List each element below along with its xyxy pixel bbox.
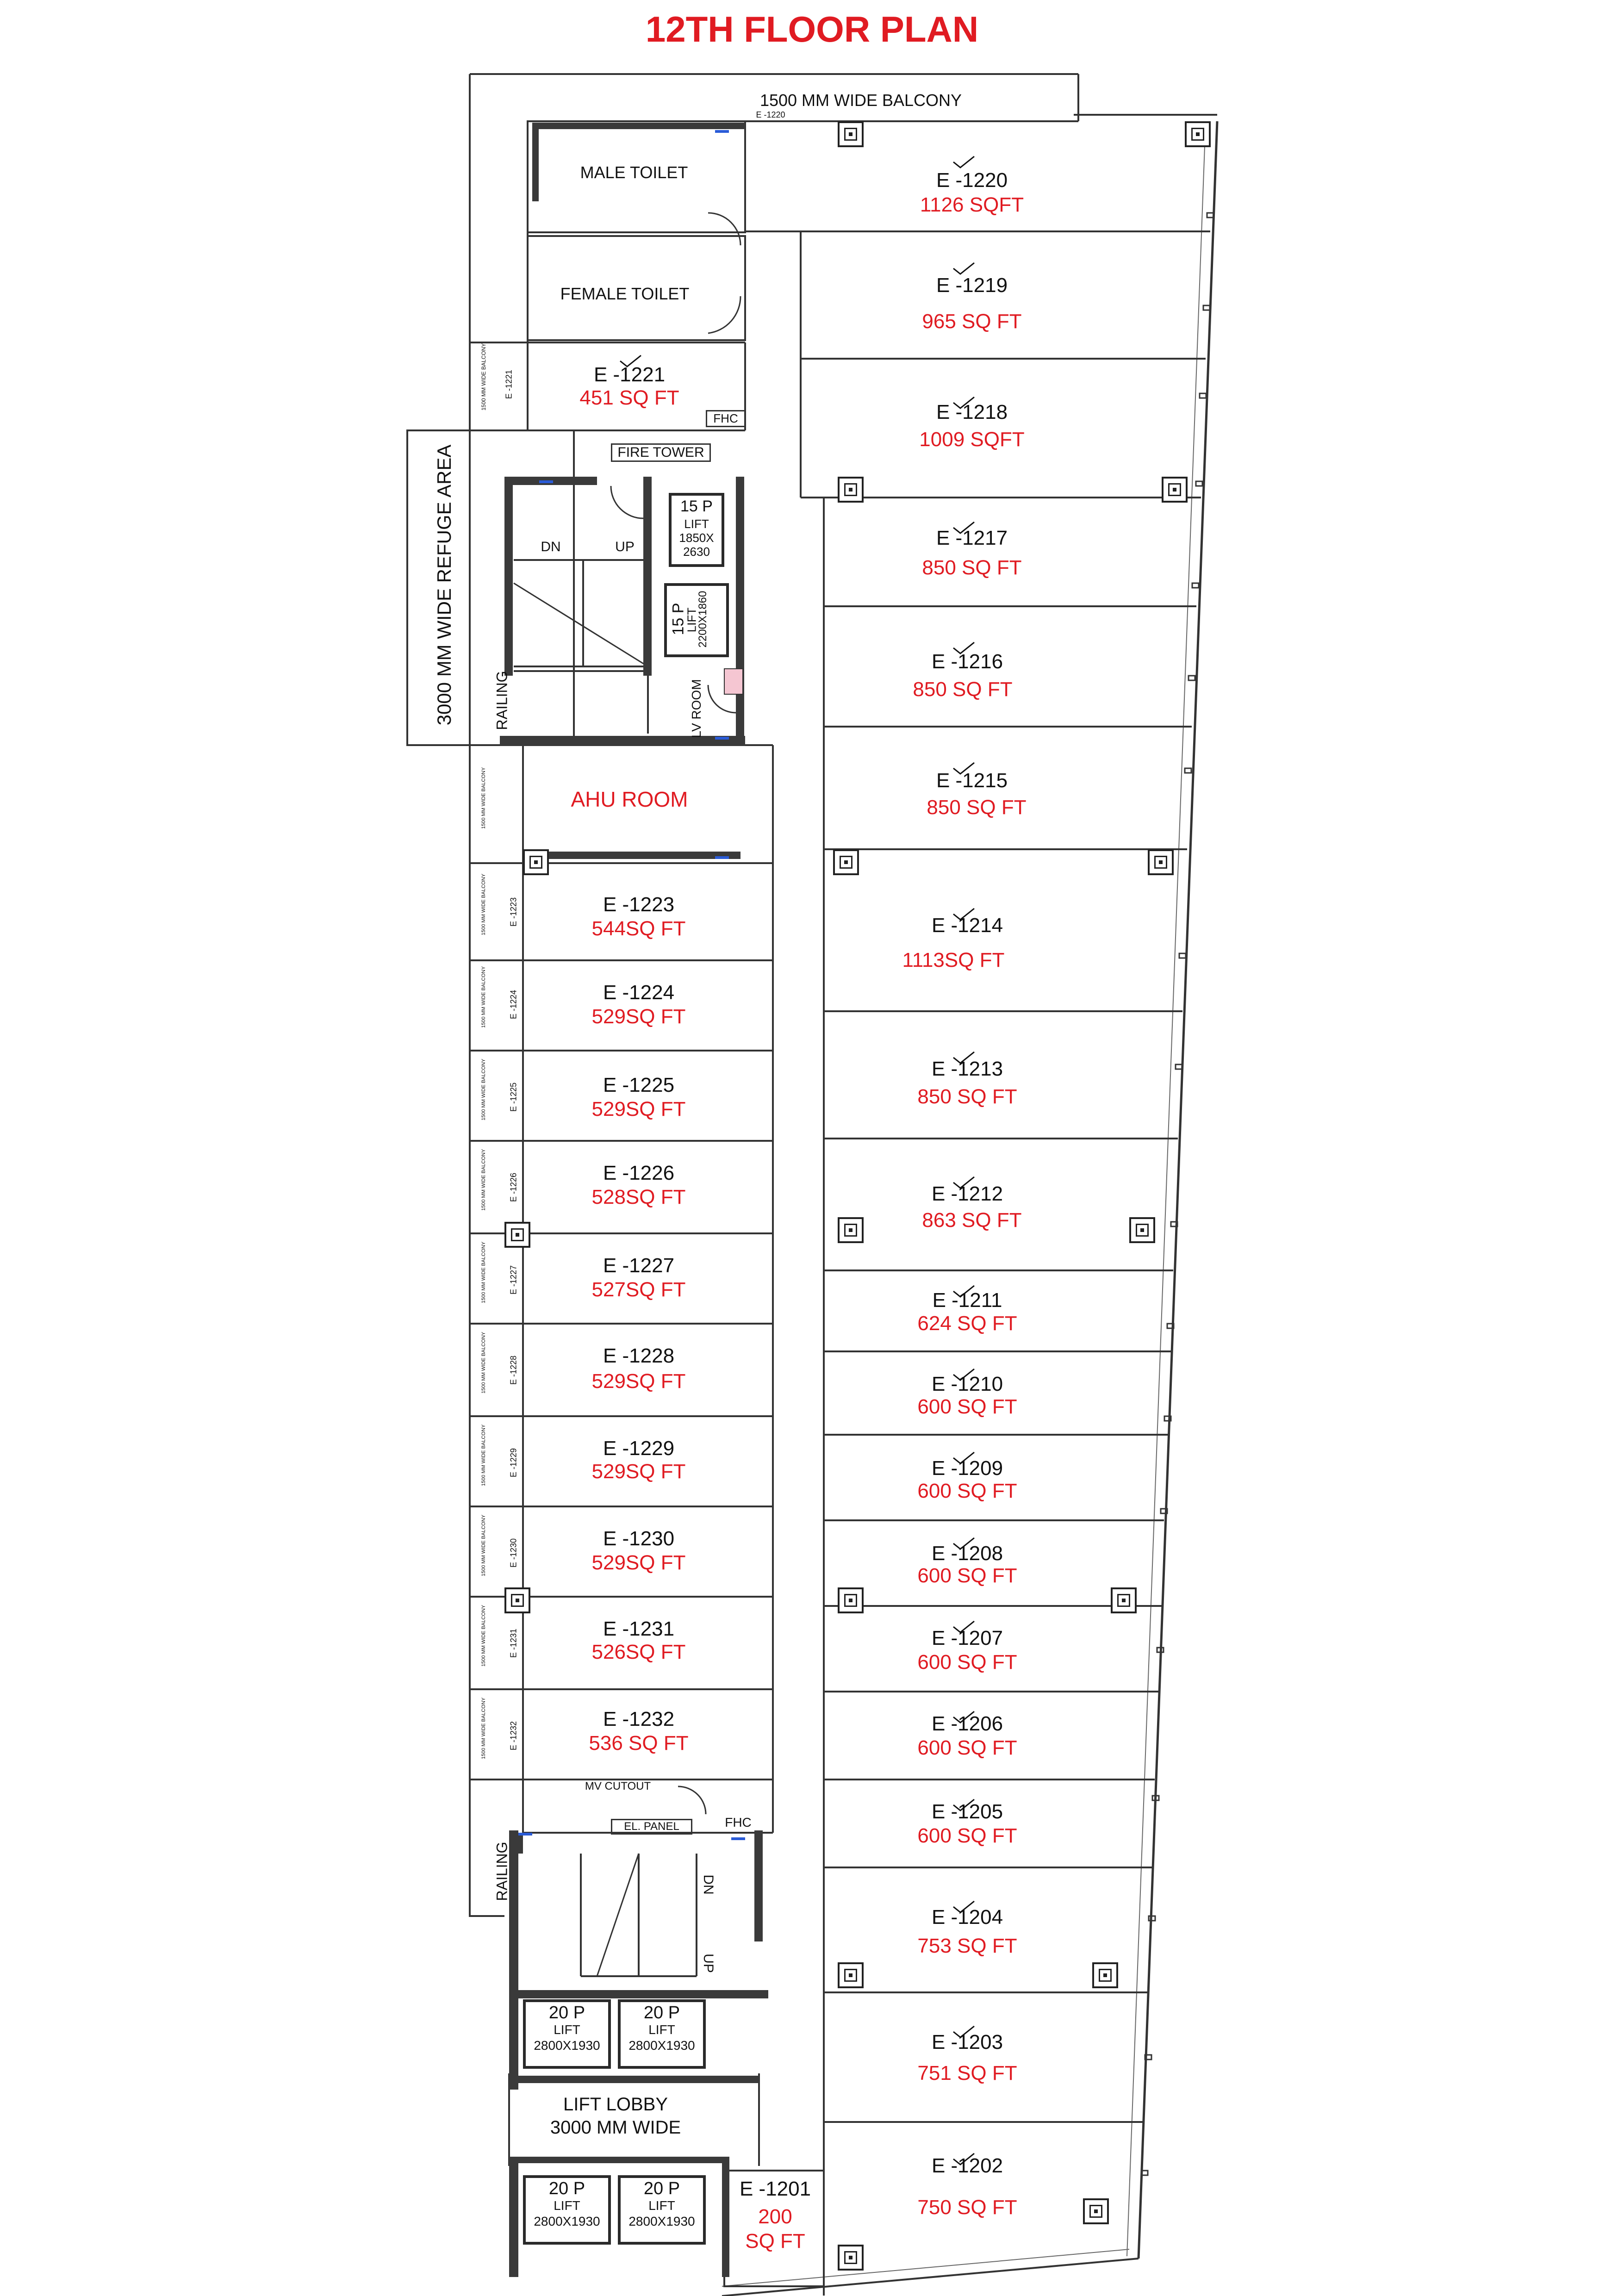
lift-capacity: 15 P (680, 498, 713, 515)
top-balcony-label: 1500 MM WIDE BALCONY (759, 91, 962, 110)
side-balcony-label: 1500 MM WIDE BALCONY (481, 1605, 486, 1667)
side-balcony-label: 1500 MM WIDE BALCONY (481, 966, 486, 1028)
side-balcony-tag: E -1223 (509, 897, 518, 927)
side-balcony-label: 1500 MM WIDE BALCONY (481, 1424, 486, 1486)
lift-capacity: 20 P (643, 2003, 680, 2022)
unit-name: E -1232 (603, 1708, 675, 1730)
stair-up-label: UP (615, 539, 635, 554)
column-icon (1148, 849, 1174, 875)
refuge-area-label: 3000 MM WIDE REFUGE AREA (433, 444, 455, 726)
side-balcony-tag: E -1229 (509, 1448, 518, 1478)
unit-area: 850 SQ FT (927, 796, 1027, 819)
lift-a (669, 493, 724, 567)
unit-name: E -1223 (603, 893, 675, 916)
column-icon (1185, 121, 1211, 147)
unit-area: 529SQ FT (591, 1005, 686, 1028)
lift-f (618, 2175, 706, 2245)
unit-name: E -1220 (936, 169, 1008, 192)
lift-label: LIFT (554, 2022, 580, 2037)
lift-label: LIFT (648, 2022, 675, 2037)
column-icon (1083, 2198, 1109, 2224)
unit-area: 600 SQ FT (917, 1395, 1017, 1418)
fhc-label: FHC (706, 410, 746, 427)
column-icon (523, 849, 549, 875)
unit-area: 200 (758, 2205, 792, 2228)
lift-capacity: 20 P (548, 2179, 585, 2198)
unit-area: 451 SQ FT (579, 386, 679, 409)
unit-name: E -1214 (931, 914, 1003, 937)
unit-name: E -1210 (931, 1373, 1003, 1395)
unit-area: 529SQ FT (591, 1370, 686, 1393)
unit-area: 850 SQ FT (913, 678, 1013, 701)
column-icon (838, 1217, 864, 1243)
unit-area: 529SQ FT (591, 1098, 686, 1120)
side-balcony-label: 1500 MM WIDE BALCONY (481, 1697, 486, 1759)
column-icon (838, 1587, 864, 1613)
lift-capacity: 15 P (669, 603, 687, 635)
unit-name: E -1208 (931, 1542, 1003, 1565)
side-balcony-tag: E -1226 (509, 1172, 518, 1202)
unit-area: 850 SQ FT (917, 1085, 1017, 1108)
stair-up-label: UP (701, 1954, 716, 1973)
side-balcony-label: 1500 MM WIDE BALCONY (481, 1058, 486, 1120)
side-balcony-label: 1500 MM WIDE BALCONY (481, 1149, 486, 1211)
lift-label: LIFT (648, 2198, 675, 2213)
lift-e (523, 2175, 611, 2245)
side-balcony-tag: E -1228 (509, 1355, 518, 1385)
unit-area: 600 SQ FT (917, 1564, 1017, 1587)
side-balcony-label: 1500 MM WIDE BALCONY (481, 1241, 486, 1303)
side-balcony-label: 1500 MM WIDE BALCONY (481, 1332, 486, 1394)
lift-lobby-label: LIFT LOBBY (563, 2094, 668, 2115)
unit-area: 536 SQ FT (589, 1732, 689, 1755)
fire-tower-label: FIRE TOWER (611, 443, 711, 462)
column-icon (1129, 1217, 1155, 1243)
unit-area: 624 SQ FT (917, 1312, 1017, 1335)
unit-name: E -1203 (931, 2031, 1003, 2053)
side-balcony-label: 1500 MM WIDE BALCONY (481, 873, 486, 935)
unit-name: E -1211 (932, 1289, 1002, 1312)
unit-name: E -1228 (603, 1344, 675, 1367)
side-balcony-label: 1500 MM WIDE BALCONY (480, 343, 487, 411)
column-icon (838, 477, 864, 503)
unit-name: E -1205 (931, 1800, 1003, 1823)
unit-area: 1113SQ FT (902, 949, 1005, 971)
page-title: 12TH FLOOR PLAN (645, 9, 979, 50)
unit-area: 526SQ FT (591, 1641, 686, 1663)
column-icon (838, 121, 864, 147)
unit-area: 600 SQ FT (917, 1651, 1017, 1674)
side-balcony-tag: E -1232 (509, 1721, 518, 1751)
unit-name: E -1202 (931, 2154, 1003, 2177)
unit-name: E -1226 (603, 1162, 675, 1184)
side-balcony-tag: E -1227 (509, 1265, 518, 1295)
side-balcony-tag: E -1231 (509, 1628, 518, 1658)
column-icon (838, 2245, 864, 2271)
unit-name: E -1207 (931, 1627, 1003, 1649)
ahu-room-label: AHU ROOM (571, 787, 688, 811)
lift-size: 1850X (679, 531, 714, 545)
column-icon (838, 1962, 864, 1988)
unit-area: 750 SQ FT (917, 2196, 1017, 2219)
unit-name: E -1215 (936, 769, 1008, 792)
lift-label: LIFT (684, 517, 709, 531)
unit-area: 529SQ FT (591, 1460, 686, 1483)
unit-name: E -1229 (603, 1437, 675, 1460)
unit-name: E -1209 (931, 1457, 1003, 1480)
column-icon (1111, 1587, 1137, 1613)
unit-name: E -1218 (936, 401, 1008, 423)
lift-d (618, 1999, 706, 2069)
column-icon (1162, 477, 1188, 503)
lift-size: 2630 (683, 545, 710, 559)
unit-area: 600 SQ FT (917, 1480, 1017, 1502)
lift-c (523, 1999, 611, 2069)
side-balcony-label: 1500 MM WIDE BALCONY (481, 1514, 486, 1576)
lift-label: LIFT (684, 607, 699, 633)
unit-area: SQ FT (745, 2230, 805, 2252)
unit-area: 1126 SQFT (920, 193, 1024, 216)
unit-name: E -1221 (593, 363, 666, 386)
lift-b (664, 583, 729, 657)
unit-name: E -1212 (931, 1182, 1003, 1205)
stair-dn-label: DN (701, 1874, 716, 1895)
lift-capacity: 20 P (643, 2179, 680, 2198)
unit-area: 600 SQ FT (917, 1824, 1017, 1847)
unit-area: 529SQ FT (591, 1551, 686, 1574)
stair-dn-label: DN (541, 539, 561, 554)
unit-area: 751 SQ FT (917, 2062, 1017, 2084)
lift-size: 2200X1860 (697, 591, 709, 648)
lift-label: LIFT (554, 2198, 580, 2213)
unit-name: E -1227 (603, 1254, 675, 1277)
unit-area: 753 SQ FT (917, 1935, 1017, 1957)
female-toilet-label: FEMALE TOILET (560, 284, 690, 303)
lift-size: 2800X1930 (534, 2038, 600, 2053)
unit-area: 600 SQ FT (917, 1736, 1017, 1759)
unit-name: E -1204 (931, 1906, 1003, 1929)
fhc-label: FHC (725, 1815, 752, 1829)
unit-name: E -1219 (936, 274, 1008, 297)
side-balcony-tag: E -1224 (509, 989, 518, 1020)
unit-name: E -1225 (603, 1074, 675, 1096)
column-icon (504, 1222, 530, 1248)
lift-size: 2800X1930 (534, 2214, 600, 2228)
side-balcony-tag: E -1221 (504, 369, 514, 399)
railing-label: RAILING (493, 1842, 510, 1901)
unit-area: 528SQ FT (591, 1186, 686, 1208)
unit-name: E -1224 (603, 981, 675, 1004)
side-balcony-tag: E -1225 (509, 1082, 518, 1112)
unit-name: E -1217 (936, 527, 1008, 549)
unit-name: E -1231 (603, 1618, 675, 1640)
railing-label: RAILING (493, 671, 510, 730)
mv-cutout-label: MV CUTOUT (585, 1780, 651, 1792)
column-icon (833, 849, 859, 875)
el-panel-label: EL. PANEL (611, 1819, 692, 1835)
top-balcony-tag: E -1220 (756, 110, 785, 119)
lift-capacity: 20 P (548, 2003, 585, 2022)
side-balcony-tag: E -1230 (509, 1538, 518, 1568)
column-icon (1092, 1962, 1118, 1988)
unit-name: E -1206 (931, 1712, 1003, 1735)
unit-name: E -1213 (931, 1058, 1003, 1080)
unit-area: 863 SQ FT (922, 1209, 1022, 1232)
unit-area: 527SQ FT (591, 1278, 686, 1301)
lv-room-label: LV ROOM (689, 679, 703, 738)
unit-name: E -1216 (931, 650, 1003, 673)
unit-name: E -1230 (603, 1527, 675, 1550)
lift-size: 2800X1930 (628, 2214, 695, 2228)
unit-area: 1009 SQFT (919, 428, 1025, 451)
unit-area: 850 SQ FT (922, 556, 1022, 579)
outline-left (470, 74, 504, 1916)
side-balcony-label: 1500 MM WIDE BALCONY (481, 767, 486, 829)
unit-area: 965 SQ FT (922, 310, 1022, 333)
unit-area: 544SQ FT (591, 917, 686, 940)
unit-name: E -1201 (739, 2178, 811, 2200)
column-icon (504, 1587, 530, 1613)
lift-lobby-width: 3000 MM WIDE (550, 2117, 681, 2138)
male-toilet-label: MALE TOILET (580, 163, 688, 182)
lift-size: 2800X1930 (628, 2038, 695, 2053)
